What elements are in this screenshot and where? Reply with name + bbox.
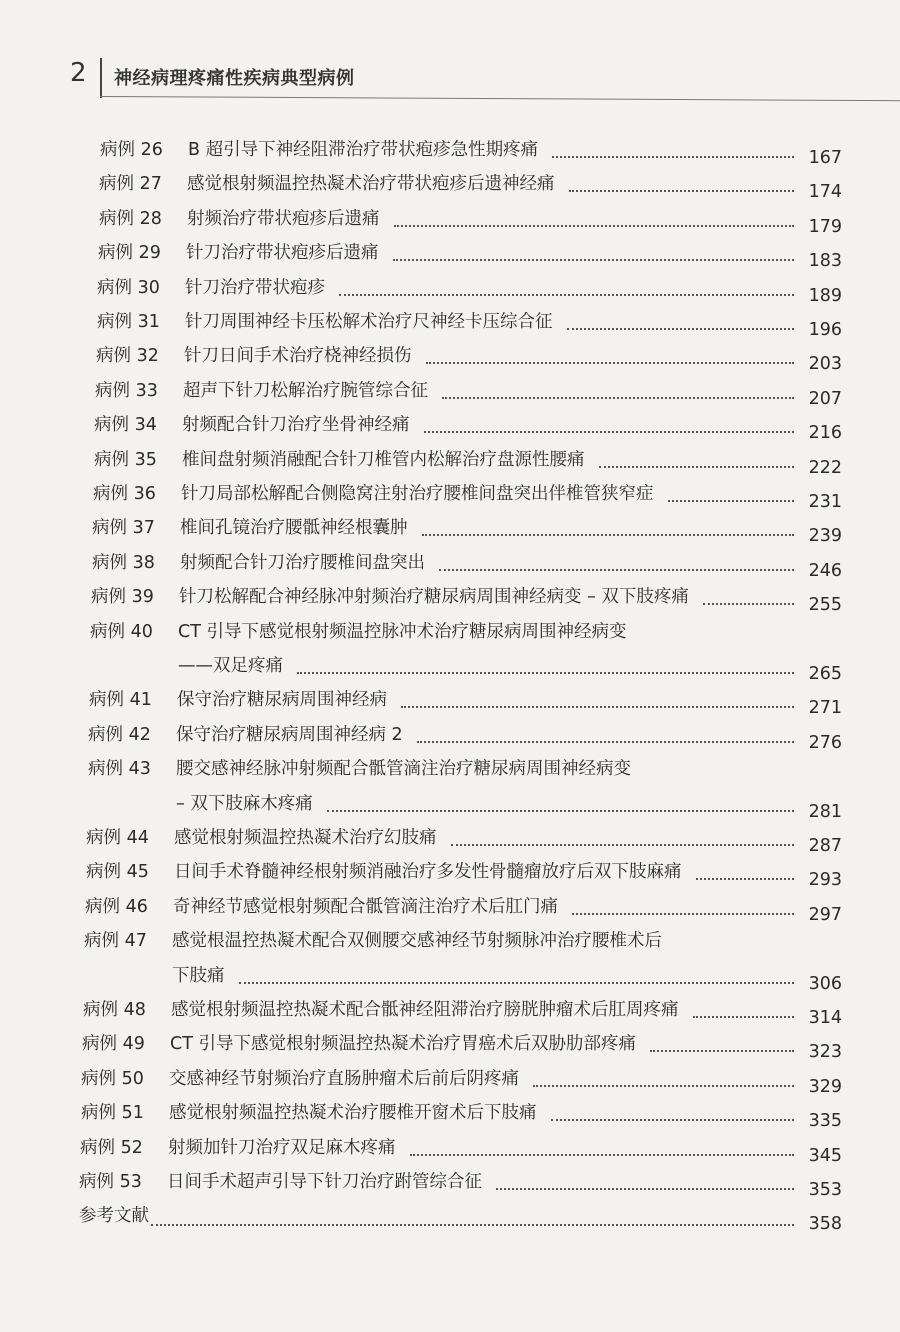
toc-leader-dots — [417, 739, 794, 743]
toc-entry-title: 射频配合针刀治疗坐骨神经痛 — [182, 415, 410, 436]
toc-entry-page-number: 271 — [808, 698, 842, 719]
toc-entry-label: 病例 27 — [99, 174, 162, 195]
toc-entry-label: 病例 51 — [81, 1103, 144, 1124]
toc-entry-title: 针刀治疗带状疱疹后遗痛 — [186, 243, 379, 264]
toc-entry — [79, 1168, 842, 1202]
toc-entry-page-number: 231 — [808, 492, 842, 512]
toc-entry-page-number: 246 — [808, 560, 842, 581]
toc-leader-dots — [422, 532, 794, 536]
toc-entry-label: 病例 30 — [97, 277, 160, 298]
toc-entry — [79, 1202, 842, 1236]
toc-entry-page-number: 353 — [808, 1180, 842, 1200]
toc-entry — [95, 377, 842, 411]
toc-entry-label: 病例 42 — [88, 724, 151, 745]
toc-entry-label: 病例 52 — [80, 1137, 143, 1158]
toc-entry-label: 病例 29 — [98, 243, 161, 264]
toc-entry-label: 病例 46 — [85, 896, 148, 917]
toc-entry-label: 病例 39 — [91, 587, 154, 608]
toc-entry — [94, 411, 842, 445]
toc-leader-dots — [439, 567, 794, 571]
toc-entry — [86, 824, 842, 858]
toc-entry-page-number: 281 — [808, 801, 842, 822]
toc-entry-label: 病例 40 — [90, 621, 153, 642]
toc-entry-page-number: 329 — [808, 1076, 842, 1097]
toc-entry-label: 病例 48 — [83, 1000, 146, 1020]
toc-entry-label: 参考文献 — [79, 1206, 149, 1227]
toc-entry-label: 病例 34 — [94, 415, 157, 436]
toc-entry — [98, 239, 842, 273]
toc-entry-label: 病例 47 — [84, 931, 147, 952]
toc-entry-title: 椎间孔镜治疗腰骶神经根囊肿 — [180, 518, 408, 539]
toc-entry — [80, 1134, 842, 1168]
toc-entry-title: 保守治疗糖尿病周围神经病 2 — [176, 724, 403, 745]
toc-leader-dots — [401, 704, 794, 708]
toc-entry — [94, 446, 842, 480]
toc-entry — [81, 1099, 842, 1133]
toc-entry-title: 椎间盘射频消融配合针刀椎管内松解治疗盘源性腰痛 — [182, 449, 585, 470]
toc-entry-page-number: 183 — [808, 251, 842, 272]
toc-entry-page-number: 239 — [808, 526, 842, 547]
toc-entry-title: 感觉根射频温控热凝术治疗带状疱疹后遗神经痛 — [187, 174, 555, 195]
toc-entry-title: 射频加针刀治疗双足麻木疼痛 — [168, 1137, 396, 1158]
toc-entry-label: 病例 31 — [97, 312, 160, 332]
toc-entry — [88, 755, 842, 824]
toc-leader-dots — [394, 223, 794, 227]
toc-entry — [81, 1065, 842, 1099]
toc-entry — [83, 996, 842, 1030]
toc-entry — [82, 1030, 842, 1064]
toc-entry-label: 病例 44 — [86, 828, 149, 848]
toc-entry-page-number: 323 — [808, 1042, 842, 1063]
toc-entry-title-continuation: – 双下肢麻木疼痛 — [176, 793, 313, 814]
toc-leader-dots — [451, 842, 794, 846]
toc-entry — [93, 480, 842, 514]
toc-entry-label: 病例 45 — [86, 862, 149, 883]
toc-leader-dots — [393, 257, 794, 261]
toc-leader-dots — [442, 395, 794, 399]
toc-entry-title: 针刀周围神经卡压松解术治疗尺神经卡压综合征 — [185, 312, 553, 332]
toc-entry — [92, 549, 842, 583]
toc-leader-dots — [533, 1083, 794, 1087]
toc-entry-page-number: 358 — [808, 1214, 842, 1235]
toc-entry-label: 病例 32 — [96, 346, 159, 367]
toc-leader-dots — [297, 670, 794, 674]
toc-entry-page-number: 196 — [808, 320, 842, 340]
toc-entry — [100, 136, 842, 170]
toc-entry-page-number: 293 — [808, 870, 842, 891]
toc-entry-title: 奇神经节感觉根射频配合骶管滴注治疗术后肛门痛 — [173, 896, 558, 917]
toc-entry — [86, 858, 842, 892]
toc-entry — [89, 686, 842, 720]
toc-leader-dots — [410, 1152, 794, 1156]
toc-entry-label: 病例 36 — [93, 484, 156, 504]
toc-entry-title: CT 引导下感觉根射频温控热凝术治疗胃癌术后双胁肋部疼痛 — [170, 1034, 636, 1055]
toc-entry — [99, 170, 842, 204]
toc-entry-label: 病例 53 — [79, 1172, 142, 1192]
toc-leader-dots — [650, 1048, 794, 1052]
toc-entry-page-number: 335 — [808, 1111, 842, 1132]
toc-entry — [97, 274, 842, 308]
toc-leader-dots — [339, 292, 794, 296]
toc-entry-label: 病例 50 — [81, 1068, 144, 1089]
toc-entry — [88, 721, 842, 755]
book-title: 神经病理疼痛性疾病典型病例 — [114, 68, 355, 89]
toc-leader-dots — [668, 498, 794, 502]
toc-entry-title: 针刀松解配合神经脉冲射频治疗糖尿病周围神经病变 – 双下肢疼痛 — [179, 587, 689, 608]
toc-entry-page-number: 265 — [808, 663, 842, 684]
toc-entry-title: 日间手术脊髓神经根射频消融治疗多发性骨髓瘤放疗后双下肢麻痛 — [174, 862, 682, 883]
toc-leader-dots — [567, 326, 794, 330]
toc-entry — [99, 205, 842, 239]
toc-entry-page-number: 345 — [808, 1145, 842, 1166]
toc-leader-dots — [599, 464, 794, 468]
toc-entry-label: 病例 41 — [89, 690, 152, 711]
toc-entry-title: 针刀局部松解配合侧隐窝注射治疗腰椎间盘突出伴椎管狭窄症 — [181, 484, 654, 504]
toc-entry-label: 病例 28 — [99, 208, 162, 229]
toc-entry-title: 射频配合针刀治疗腰椎间盘突出 — [180, 552, 425, 573]
toc-entry-page-number: 167 — [808, 148, 842, 168]
toc-entry-title: 针刀治疗带状疱疹 — [185, 277, 325, 298]
toc-entry-title: 保守治疗糖尿病周围神经病 — [177, 690, 387, 711]
toc-entry-label: 病例 35 — [94, 449, 157, 470]
toc-entry — [90, 618, 842, 687]
toc-entry-page-number: 255 — [808, 595, 842, 616]
toc-entry-label: 病例 43 — [88, 759, 151, 780]
toc-entry-title: 针刀日间手术治疗桡神经损伤 — [184, 346, 412, 367]
toc-leader-dots — [703, 601, 794, 605]
toc-entry-title: B 超引导下神经阻滞治疗带状疱疹急性期疼痛 — [188, 140, 539, 160]
toc-leader-dots — [239, 980, 794, 984]
toc-entry-title: 感觉根射频温控热凝术配合骶神经阻滞治疗膀胱肿瘤术后肛周疼痛 — [171, 1000, 679, 1020]
toc-leader-dots — [569, 188, 794, 192]
toc-entry-title-continuation: 下肢痛 — [172, 965, 225, 986]
toc-entry-page-number: 276 — [808, 732, 842, 753]
toc-leader-dots — [696, 876, 794, 880]
toc-entry-title: 超声下针刀松解治疗腕管综合征 — [183, 380, 428, 401]
toc-entry-page-number: 207 — [808, 388, 842, 409]
toc-entry-page-number: 306 — [808, 973, 842, 994]
toc-leader-dots — [572, 911, 794, 915]
toc-entry-page-number: 216 — [808, 423, 842, 444]
toc-entry-title: 交感神经节射频治疗直肠肿瘤术后前后阴疼痛 — [169, 1068, 519, 1089]
toc-entry-label: 病例 37 — [92, 518, 155, 539]
toc-entry-title: 感觉根射频温控热凝术治疗腰椎开窗术后下肢痛 — [169, 1103, 537, 1124]
toc-entry-title-continuation: ——双足疼痛 — [178, 655, 283, 676]
toc-entry-label: 病例 49 — [82, 1034, 145, 1055]
toc-leader-dots — [552, 154, 794, 158]
toc-leader-dots — [693, 1014, 794, 1018]
toc-entry-title: CT 引导下感觉根射频温控脉冲术治疗糖尿病周围神经病变 — [178, 621, 627, 642]
toc-entry-page-number: 179 — [808, 216, 842, 237]
toc-entry-title: 射频治疗带状疱疹后遗痛 — [187, 208, 380, 229]
toc-leader-dots — [327, 808, 794, 812]
toc-entry-page-number: 287 — [808, 836, 842, 856]
toc-entry-page-number: 297 — [808, 904, 842, 925]
toc-entry — [84, 927, 842, 996]
toc-entry-label: 病例 33 — [95, 380, 158, 401]
toc-leader-dots — [424, 429, 794, 433]
toc-entry-label: 病例 38 — [92, 552, 155, 573]
toc-entry — [96, 342, 842, 376]
toc-entry — [97, 308, 842, 342]
toc-entry-title: 腰交感神经脉冲射频配合骶管滴注治疗糖尿病周围神经病变 — [176, 759, 631, 780]
page-number: 2 — [70, 58, 87, 88]
toc-entry-title: 感觉根温控热凝术配合双侧腰交感神经节射频脉冲治疗腰椎术后 — [172, 931, 662, 952]
toc-leader-dots — [551, 1117, 794, 1121]
toc-leader-dots — [426, 360, 794, 364]
toc-leader-dots — [496, 1186, 794, 1190]
toc-entry-page-number: 203 — [808, 354, 842, 375]
toc-entry-page-number: 174 — [808, 182, 842, 203]
toc-entry-title: 感觉根射频温控热凝术治疗幻肢痛 — [174, 828, 437, 848]
toc-entry — [85, 893, 842, 927]
toc-entry-page-number: 314 — [808, 1008, 842, 1028]
toc-entry-label: 病例 26 — [100, 140, 163, 160]
toc-entry-title: 日间手术超声引导下针刀治疗跗管综合征 — [167, 1172, 482, 1192]
toc-leader-dots — [151, 1222, 794, 1226]
toc-entry — [92, 514, 842, 548]
toc-entry-page-number: 189 — [808, 285, 842, 306]
toc-entry-page-number: 222 — [808, 457, 842, 478]
toc-entry — [91, 583, 842, 617]
